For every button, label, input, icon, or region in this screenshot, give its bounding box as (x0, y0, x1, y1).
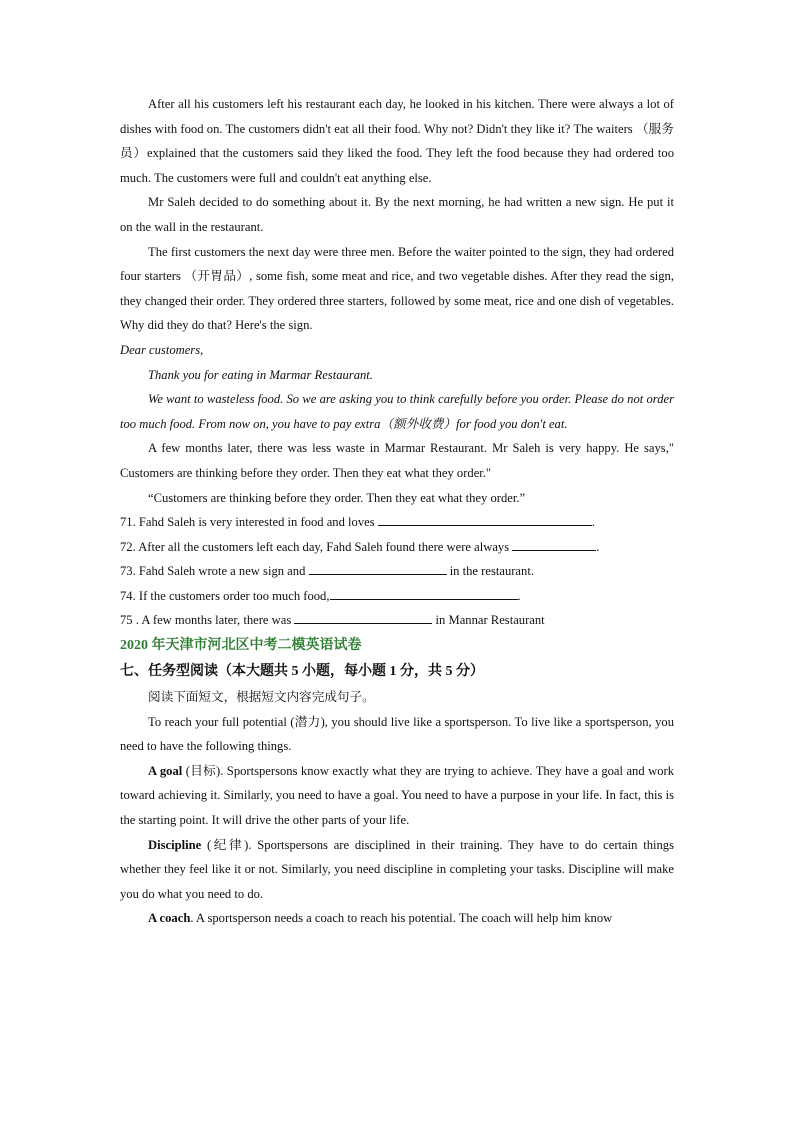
question-73-end: in the restaurant. (449, 564, 534, 579)
discipline-heading: Discipline (148, 837, 202, 852)
goal-text: (目标). Sportspersons know exactly what they are trying to achieve. They have a goal and work toward achieving it. Similarly, you need to have a goal. You need to have a purpose in your life. In fact, this is the starting point. It will drive the other parts of your life. (120, 763, 674, 828)
passage-paragraph-goal (120, 759, 674, 833)
sign-line-2: We want to wasteless food. So we are asking you to think carefully before you order. Please do not order too much food. From now on, you have to pay extra（额外收费）for food you don't eat. (120, 392, 674, 431)
sign-line-1: Thank you for eating in Marmar Restaurant. (148, 367, 373, 382)
sign-greeting: Dear customers, (120, 342, 204, 357)
passage-paragraph-1: To reach your full potential (潜力), you should live like a sportsperson. To live like a sportsperson, you need to have the following things. (120, 714, 674, 754)
story-paragraph-5: “Customers are thinking before they order. Then they eat what they order.” (148, 490, 526, 505)
question-74-text: 74. If the customers order too much food, (120, 588, 330, 603)
answer-blank-75[interactable] (294, 608, 432, 624)
passage-paragraph-discipline (120, 833, 674, 907)
question-71-text: 71. Fahd Saleh is very interested in food and loves (120, 515, 375, 530)
question-71 (120, 510, 674, 535)
answer-blank-74[interactable] (330, 584, 518, 600)
question-73-text: 73. Fahd Saleh wrote a new sign and (120, 564, 306, 579)
answer-blank-73[interactable] (309, 559, 447, 575)
part-title: 七、任务型阅读（本大题共 5 小题，每小题 1 分，共 5 分） (120, 664, 484, 680)
question-74-end: . (517, 588, 521, 603)
question-71-end: . (591, 515, 595, 530)
question-73 (120, 559, 674, 584)
question-75-text: 75 . A few months later, there was (120, 613, 292, 628)
story-paragraph-2: Mr Saleh decided to do something about it. By the next morning, he had written a new sign. He put it on the wall in the restaurant. (120, 195, 674, 234)
story-paragraph-1: After all his customers left his restaurant each day, he looked in his kitchen. There were always a lot of dishes with food on. The customers didn't eat all their food. Why not? Didn't they like it? The waiters （服务员）explained that the customers said they liked the food. They left the food because they had ordered too much. The customers were full and couldn't eat anything else. (120, 97, 674, 185)
question-75 (120, 608, 674, 633)
question-72 (120, 535, 674, 560)
coach-heading: A coach (148, 911, 191, 926)
question-72-end: . (596, 539, 600, 554)
coach-text: . A sportsperson needs a coach to reach his potential. The coach will help him know (190, 911, 613, 926)
answer-blank-71[interactable] (378, 510, 592, 526)
story-paragraph-3: The first customers the next day were three men. Before the waiter pointed to the sign, they had ordered four starters （开胃品）, some fish, some meat and rice, and two vegetable dishes. After they read the sign, they changed their order. They ordered three starters, followed by some meat, rice and one dish of vegetables. Why did they do that? Here's the sign. (120, 244, 674, 333)
question-72-text: 72. After all the customers left each day, Fahd Saleh found there were always (120, 539, 510, 554)
question-75-end: in Mannar Restaurant (435, 613, 545, 628)
discipline-text: (纪律). Sportspersons are disciplined in their training. They have to do certain things whether they feel like it or not. Similarly, you need discipline in completing your tasks. Discipline will make you do what you need to do. (120, 837, 674, 901)
answer-blank-72[interactable] (512, 535, 596, 551)
passage-paragraph-coach (120, 906, 674, 931)
document-page (120, 92, 674, 931)
goal-heading: A goal (148, 763, 183, 778)
instruction-text: 阅读下面短文，根据短文内容完成句子。 (148, 690, 375, 705)
exam-title: 2020 年天津市河北区中考二模英语试卷 (120, 638, 362, 654)
story-paragraph-4: A few months later, there was less waste in Marmar Restaurant. Mr Saleh is very happy. He says," Customers are thinking before they order. Then they eat what they order." (120, 441, 674, 480)
question-74 (120, 584, 674, 609)
